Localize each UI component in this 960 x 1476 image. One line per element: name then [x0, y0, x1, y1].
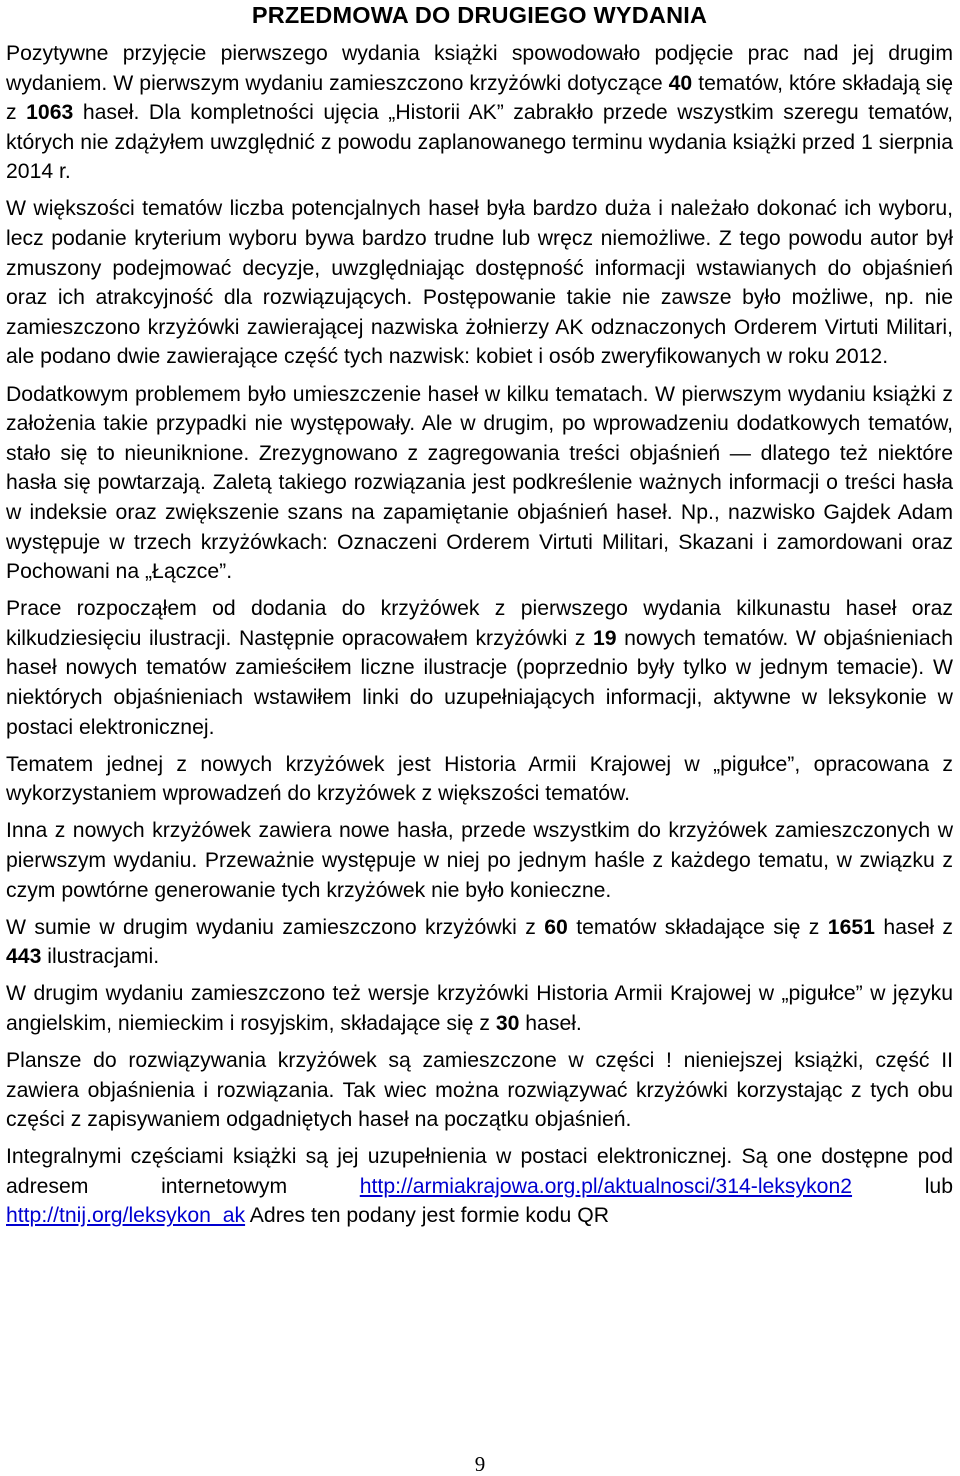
- p10-text-2: lub: [852, 1174, 953, 1198]
- paragraph-10: [6, 1142, 953, 1231]
- p7-text-1: W sumie w drugim wydaniu zamieszczono krzyżówki z: [6, 915, 545, 939]
- p8-number-1: 30: [495, 1011, 520, 1035]
- p7-number-1: 60: [544, 915, 568, 939]
- p4-text-1: Prace rozpocząłem od dodania do krzyżówek z pierwszego wydania kilkunastu haseł oraz kilkudziesięciu ilustracji. Następnie opracowałem krzyżówki z: [6, 597, 953, 650]
- p4-number-1: 19: [592, 626, 617, 650]
- paragraph-9: Plansze do rozwiązywania krzyżówek są zamieszczone w części ! nieniejszej książki, część II zawiera objaśnienia i rozwiązania. Tak wiec można rozwiązywać krzyżówki korzystając z tych obu części z zapisywaniem odgadniętych haseł na początku objaśnień.: [6, 1049, 953, 1132]
- armiakrajowa-link[interactable]: http://armiakrajowa.org.pl/aktualnosci/314-leksykon2: [359, 1174, 853, 1198]
- paragraph-3: Dodatkowym problemem było umieszczenie haseł w kilku tematach. W pierwszym wydaniu książki z założenia takie przypadki nie występowały. Ale w drugim, po wprowadzeniu dodatkowych tematów, stało się to nieuniknione. Zrezygnowano z zagregowania treści objaśnień — dlatego też niektóre hasła się powtarzają. Zaletą takiego rozwiązania jest podkreślenie ważnych informacji o treści hasła w indeksie oraz zwiększenie szans na zapamiętanie objaśnień haseł. Np., nazwisko Gajdek Adam występuje w trzech krzyżówkach: Oznaczeni Orderem Virtuti Militari, Skazani i zamordowani oraz Pochowani na „Łączce”.: [6, 382, 953, 584]
- p8-text-2: haseł.: [519, 1011, 582, 1035]
- paragraph-2: W większości tematów liczba potencjalnych haseł była bardzo duża i należało dokonać ich wyboru, lecz podanie kryterium wyboru bywa bardzo trudne lub wręcz niemożliwe. Z tego powodu autor był zmuszony podejmować decyzje, uwzględniając dostępność informacji wstawianych do objaśnień oraz ich atrakcyjność dla rozwiązujących. Postępowanie takie nie zawsze było możliwe, np. nie zamieszczono krzyżówki zawierającej nazwiska żołnierzy AK odznaczonych Orderem Virtuti Militari, ale podano dwie zawierające część tych nazwisk: kobiet i osób zweryfikowanych w roku 2012.: [6, 197, 953, 369]
- p4-text-2: nowych tematów. W objaśnieniach haseł nowych tematów zamieściłem liczne ilustracje (poprzednio były tylko w jednym temacie). W niektórych objaśnieniach wstawiłem linki do uzupełniających informacji, aktywne w leksykonie w postaci elektronicznej.: [6, 626, 953, 739]
- p7-number-3: 443: [6, 945, 42, 969]
- paragraph-7: [6, 913, 953, 972]
- page-title: PRZEDMOWA DO DRUGIEGO WYDANIA: [251, 2, 708, 28]
- paragraph-1: [6, 39, 953, 187]
- p7-text-2: tematów składające się z: [567, 915, 828, 939]
- p7-text-4: ilustracjami.: [41, 945, 160, 969]
- p10-text-1: Integralnymi częściami książki są jej uzupełnienia w postaci elektronicznej. Są one dostępne pod adresem internetowym: [6, 1145, 953, 1198]
- paragraph-8: [6, 979, 953, 1038]
- paragraph-6: Inna z nowych krzyżówek zawiera nowe hasła, przede wszystkim do krzyżówek zamieszczonych w pierwszym wydaniu. Przeważnie występuje w niej po jednym haśle z każdego tematu, w związku z czym powtórne generowanie tych krzyżówek nie było konieczne.: [6, 819, 953, 902]
- p1-text-1: Pozytywne przyjęcie pierwszego wydania książki spowodowało podjęcie prac nad jej drugim wydaniem. W pierwszym wydaniu zamieszczono krzyżówki dotyczące: [6, 42, 953, 95]
- paragraph-5: Tematem jednej z nowych krzyżówek jest Historia Armii Krajowej w „pigułce”, opracowana z wykorzystaniem wprowadzeń do krzyżówek z większości tematów.: [6, 752, 953, 806]
- p7-text-3: haseł z: [874, 915, 953, 939]
- paragraph-4: [6, 594, 953, 742]
- p8-text-1: W drugim wydaniu zamieszczono też wersje krzyżówki Historia Armii Krajowej w „pigułce” w języku angielskim, niemieckim i rosyjskim, składające się z: [6, 982, 953, 1035]
- page-number: 9: [474, 1452, 486, 1476]
- tnij-link[interactable]: http://tnij.org/leksykon_ak: [6, 1204, 246, 1228]
- p1-number-2: 1063: [26, 101, 74, 125]
- p1-number-1: 40: [668, 71, 693, 95]
- p1-text-2: tematów, które składają się z: [6, 71, 953, 125]
- p7-number-2: 1651: [827, 915, 875, 939]
- p10-text-3: Adres ten podany jest formie kodu QR: [245, 1204, 609, 1228]
- p1-text-3: haseł. Dla kompletności ujęcia „Historii AK” zabrakło przede wszystkim szeregu tematów, których nie zdążyłem uwzględnić z powodu zaplanowanego terminu wydania książki przed 1 sierpnia 2014 r.: [6, 101, 953, 184]
